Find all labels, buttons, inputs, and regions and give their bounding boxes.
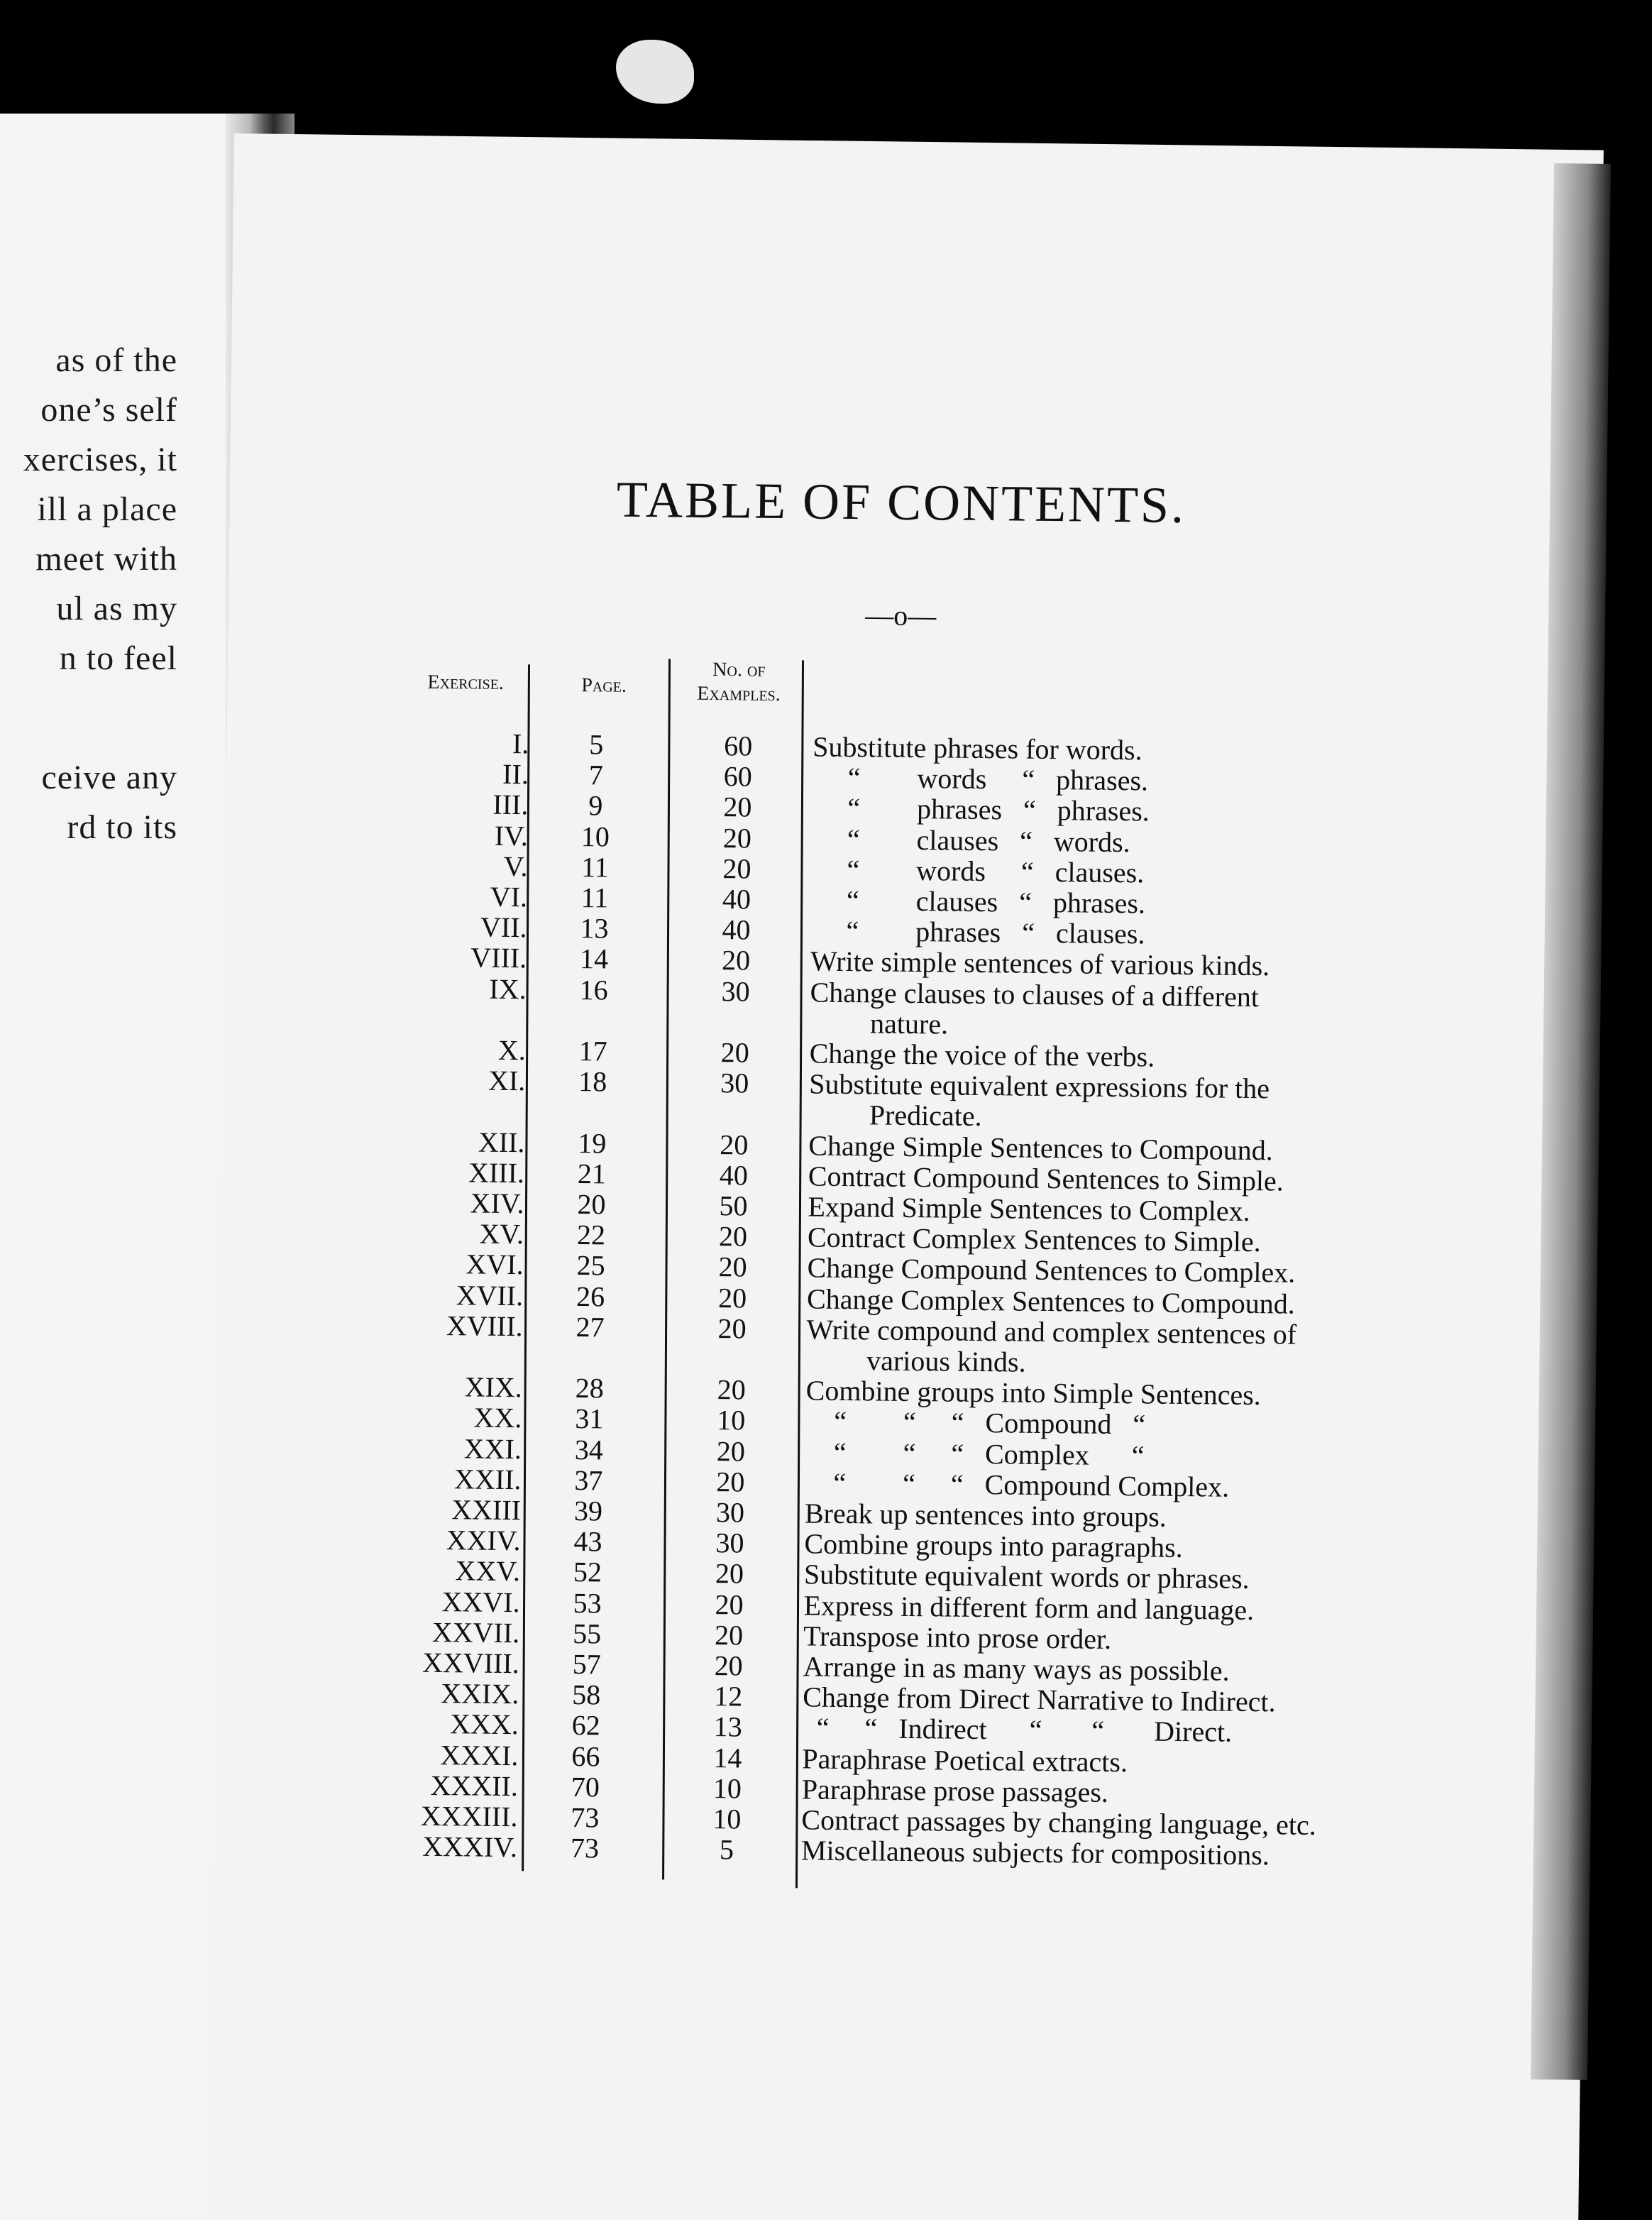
exercise-subject: “ “ “ Compound Complex. xyxy=(805,1466,1230,1503)
exercise-subject: Change Compound Sentences to Complex. xyxy=(807,1251,1296,1290)
left-page-line: meet with xyxy=(35,540,177,578)
exercise-number: XIII. xyxy=(468,1156,525,1189)
page-number: 7 xyxy=(588,759,604,791)
examples-count: 20 xyxy=(716,1465,745,1498)
page-number: 9 xyxy=(588,789,603,822)
page-number: 26 xyxy=(576,1280,605,1313)
exercise-number: XI. xyxy=(488,1064,526,1097)
exercise-subject: “ phrases “ clauses. xyxy=(810,914,1145,950)
examples-count: 20 xyxy=(716,1434,746,1468)
exercise-number: XXIV. xyxy=(446,1524,521,1557)
exercise-number: IX. xyxy=(489,972,527,1005)
exercise-subject: “ clauses “ phrases. xyxy=(810,884,1146,920)
page-number: 28 xyxy=(575,1372,605,1405)
exercise-subject: Paraphrase Poetical extracts. xyxy=(802,1742,1128,1778)
examples-count: 20 xyxy=(722,852,751,885)
examples-count: 20 xyxy=(715,1557,744,1590)
exercise-number: XXXI. xyxy=(440,1738,519,1771)
exercise-number: II. xyxy=(502,758,529,791)
exercise-subject: “ “ “ Compound “ xyxy=(805,1405,1146,1441)
exercise-subject: Change from Direct Narrative to Indirect. xyxy=(803,1681,1276,1718)
column-header-examples-line2: Examples. xyxy=(697,682,781,706)
exercise-number: III. xyxy=(492,788,529,821)
column-header-examples-line1: No. of xyxy=(712,659,766,681)
left-page-line: rd to its xyxy=(67,808,177,846)
page-number: 53 xyxy=(573,1586,602,1620)
left-page-line: ceive any xyxy=(41,759,177,796)
exercise-subject: Combine groups into Simple Sentences. xyxy=(805,1374,1262,1412)
page-number: 13 xyxy=(580,912,609,945)
examples-count: 30 xyxy=(720,1067,749,1099)
exercise-number: XIX. xyxy=(464,1370,523,1404)
exercise-subject: Substitute phrases for words. xyxy=(813,730,1142,766)
examples-count: 40 xyxy=(722,913,751,946)
examples-count: 30 xyxy=(721,974,750,1008)
exercise-subject-continuation: various kinds. xyxy=(866,1344,1026,1378)
page-number: 31 xyxy=(575,1402,604,1435)
exercise-number: VIII. xyxy=(470,941,527,974)
page-number: 43 xyxy=(573,1525,602,1558)
exercise-subject: Arrange in as many ways as possible. xyxy=(803,1650,1230,1687)
exercise-number: XVIII. xyxy=(446,1309,523,1343)
examples-count: 60 xyxy=(723,760,753,793)
page-number: 18 xyxy=(578,1065,607,1098)
examples-count: 20 xyxy=(718,1220,748,1253)
page-number: 11 xyxy=(580,881,609,914)
page-number: 55 xyxy=(572,1617,602,1650)
exercise-subject: Express in different form and language. xyxy=(803,1589,1255,1626)
exercise-number: XXVIII. xyxy=(422,1646,519,1680)
examples-count: 10 xyxy=(712,1771,742,1805)
page-number: 16 xyxy=(579,973,608,1006)
examples-count: 20 xyxy=(722,821,752,855)
page-number: 5 xyxy=(589,728,604,761)
exercise-subject: “ “ “ Complex “ xyxy=(805,1436,1145,1472)
column-header-examples xyxy=(678,658,800,708)
page-number: 20 xyxy=(577,1188,606,1221)
page-number: 58 xyxy=(572,1678,601,1711)
column-header-exercise: Exercise. xyxy=(427,671,505,694)
exercise-subject: Change the voice of the verbs. xyxy=(809,1037,1155,1073)
page-number: 34 xyxy=(574,1433,604,1466)
exercise-subject: Write compound and complex sentences of xyxy=(806,1313,1297,1351)
exercise-subject: Break up sentences into groups. xyxy=(804,1497,1167,1533)
exercise-subject: Contract passages by changing language, etc. xyxy=(801,1803,1316,1842)
exercise-number: XVI. xyxy=(466,1248,524,1281)
examples-count: 20 xyxy=(720,1036,749,1069)
exercise-number: X. xyxy=(497,1033,527,1067)
page-number: 62 xyxy=(571,1709,601,1742)
examples-count: 20 xyxy=(720,1128,749,1161)
exercise-number: XVII. xyxy=(456,1278,524,1312)
page-number: 17 xyxy=(578,1035,607,1067)
exercise-subject: Combine groups into paragraphs. xyxy=(804,1527,1183,1564)
exercise-subject: Change Complex Sentences to Compound. xyxy=(806,1282,1296,1320)
examples-count: 20 xyxy=(717,1281,747,1314)
examples-count: 60 xyxy=(724,730,753,762)
exercise-subject: Substitute equivalent expressions for the xyxy=(809,1067,1270,1105)
exercise-number: XXVI. xyxy=(441,1585,520,1618)
examples-count: 20 xyxy=(718,1251,747,1283)
left-page-line: ill a place xyxy=(37,490,177,528)
exercise-number: XXIII xyxy=(451,1493,522,1527)
exercise-number: XXII. xyxy=(453,1463,522,1496)
left-page-line: one’s self xyxy=(40,391,177,429)
page-number: 14 xyxy=(579,943,609,975)
examples-count: 20 xyxy=(714,1649,743,1682)
examples-count: 40 xyxy=(719,1158,749,1192)
examples-count: 40 xyxy=(722,883,751,916)
exercise-number: XX. xyxy=(473,1401,522,1434)
exercise-subject: “ words “ clauses. xyxy=(811,853,1145,889)
exercise-number: XII. xyxy=(478,1126,525,1158)
exercise-number: IV. xyxy=(494,819,529,852)
title-ornament: —o— xyxy=(864,599,937,632)
page-number: 66 xyxy=(571,1740,600,1773)
page-title: TABLE OF CONTENTS. xyxy=(616,471,1186,534)
exercise-number: XXIX. xyxy=(441,1677,519,1710)
exercise-subject-continuation: nature. xyxy=(869,1007,949,1040)
page-number: 27 xyxy=(576,1310,605,1343)
exercise-subject: Change clauses to clauses of a different xyxy=(810,976,1260,1013)
exercise-number: XXX. xyxy=(449,1708,519,1741)
exercise-subject: “ phrases “ phrases. xyxy=(812,791,1150,828)
exercise-number: VI. xyxy=(490,880,528,913)
examples-count: 12 xyxy=(714,1680,743,1713)
examples-count: 50 xyxy=(719,1189,748,1222)
page-number: 73 xyxy=(571,1801,600,1834)
examples-count: 13 xyxy=(713,1710,743,1743)
exercise-number: XXI. xyxy=(463,1432,522,1465)
page-number: 21 xyxy=(577,1157,607,1190)
exercise-number: XXVII. xyxy=(431,1615,520,1649)
page-number: 19 xyxy=(578,1126,607,1160)
page-number: 22 xyxy=(576,1219,606,1251)
page-number: 52 xyxy=(573,1556,602,1588)
examples-count: 5 xyxy=(719,1833,734,1866)
page-number: 11 xyxy=(580,850,609,884)
exercise-subject: Change Simple Sentences to Compound. xyxy=(808,1129,1273,1166)
exercise-subject: Paraphrase prose passages. xyxy=(801,1773,1109,1808)
exercise-subject: Contract Complex Sentences to Simple. xyxy=(807,1221,1262,1258)
exercise-subject: Miscellaneous subjects for compositions. xyxy=(800,1834,1270,1872)
exercise-number: XIV. xyxy=(470,1187,524,1220)
exercise-subject: Contract Compound Sentences to Simple. xyxy=(808,1160,1284,1197)
page-number: 70 xyxy=(571,1770,600,1803)
exercise-number: V. xyxy=(503,850,528,883)
left-page-line: ul as my xyxy=(56,590,177,627)
exercise-subject: Expand Simple Sentences to Complex. xyxy=(808,1190,1250,1227)
page-number: 57 xyxy=(572,1648,601,1681)
page-number: 10 xyxy=(580,820,610,853)
examples-count: 30 xyxy=(715,1527,744,1559)
exercise-subject: “ clauses “ words. xyxy=(811,823,1130,858)
exercise-subject: Write simple sentences of various kinds. xyxy=(810,945,1270,982)
exercise-number: XXXIV. xyxy=(422,1830,518,1864)
exercise-number: XXXII. xyxy=(430,1769,519,1803)
exercise-subject: “ words “ phrases. xyxy=(812,761,1149,797)
left-page-line: n to feel xyxy=(59,639,177,677)
exercise-number: I. xyxy=(512,727,529,760)
page-number: 39 xyxy=(573,1495,603,1527)
left-page-line: xercises, it xyxy=(23,441,177,478)
exercise-subject: Substitute equivalent words or phrases. xyxy=(803,1558,1250,1595)
column-header-page: Page. xyxy=(581,674,627,697)
exercise-subject: “ “ Indirect “ “ Direct. xyxy=(802,1711,1233,1749)
examples-count: 20 xyxy=(723,791,752,823)
examples-count: 20 xyxy=(721,944,751,977)
exercise-number: VII. xyxy=(480,911,527,944)
examples-count: 30 xyxy=(715,1496,745,1529)
exercise-number: XXXIII. xyxy=(420,1799,518,1833)
exercise-subject-continuation: Predicate. xyxy=(869,1099,982,1133)
examples-count: 20 xyxy=(714,1618,744,1652)
examples-count: 10 xyxy=(712,1803,742,1835)
page-number: 73 xyxy=(570,1832,600,1864)
examples-count: 20 xyxy=(717,1373,747,1406)
examples-count: 10 xyxy=(717,1404,746,1436)
exercise-subject: Transpose into prose order. xyxy=(803,1620,1112,1655)
examples-count: 14 xyxy=(713,1741,742,1774)
examples-count: 20 xyxy=(717,1312,747,1345)
exercise-number: XXV. xyxy=(455,1554,521,1588)
left-page-line: as of the xyxy=(55,341,177,379)
examples-count: 20 xyxy=(715,1588,744,1621)
page-number: 25 xyxy=(576,1249,605,1282)
page-number: 37 xyxy=(574,1463,603,1497)
exercise-number: XV. xyxy=(479,1217,524,1251)
